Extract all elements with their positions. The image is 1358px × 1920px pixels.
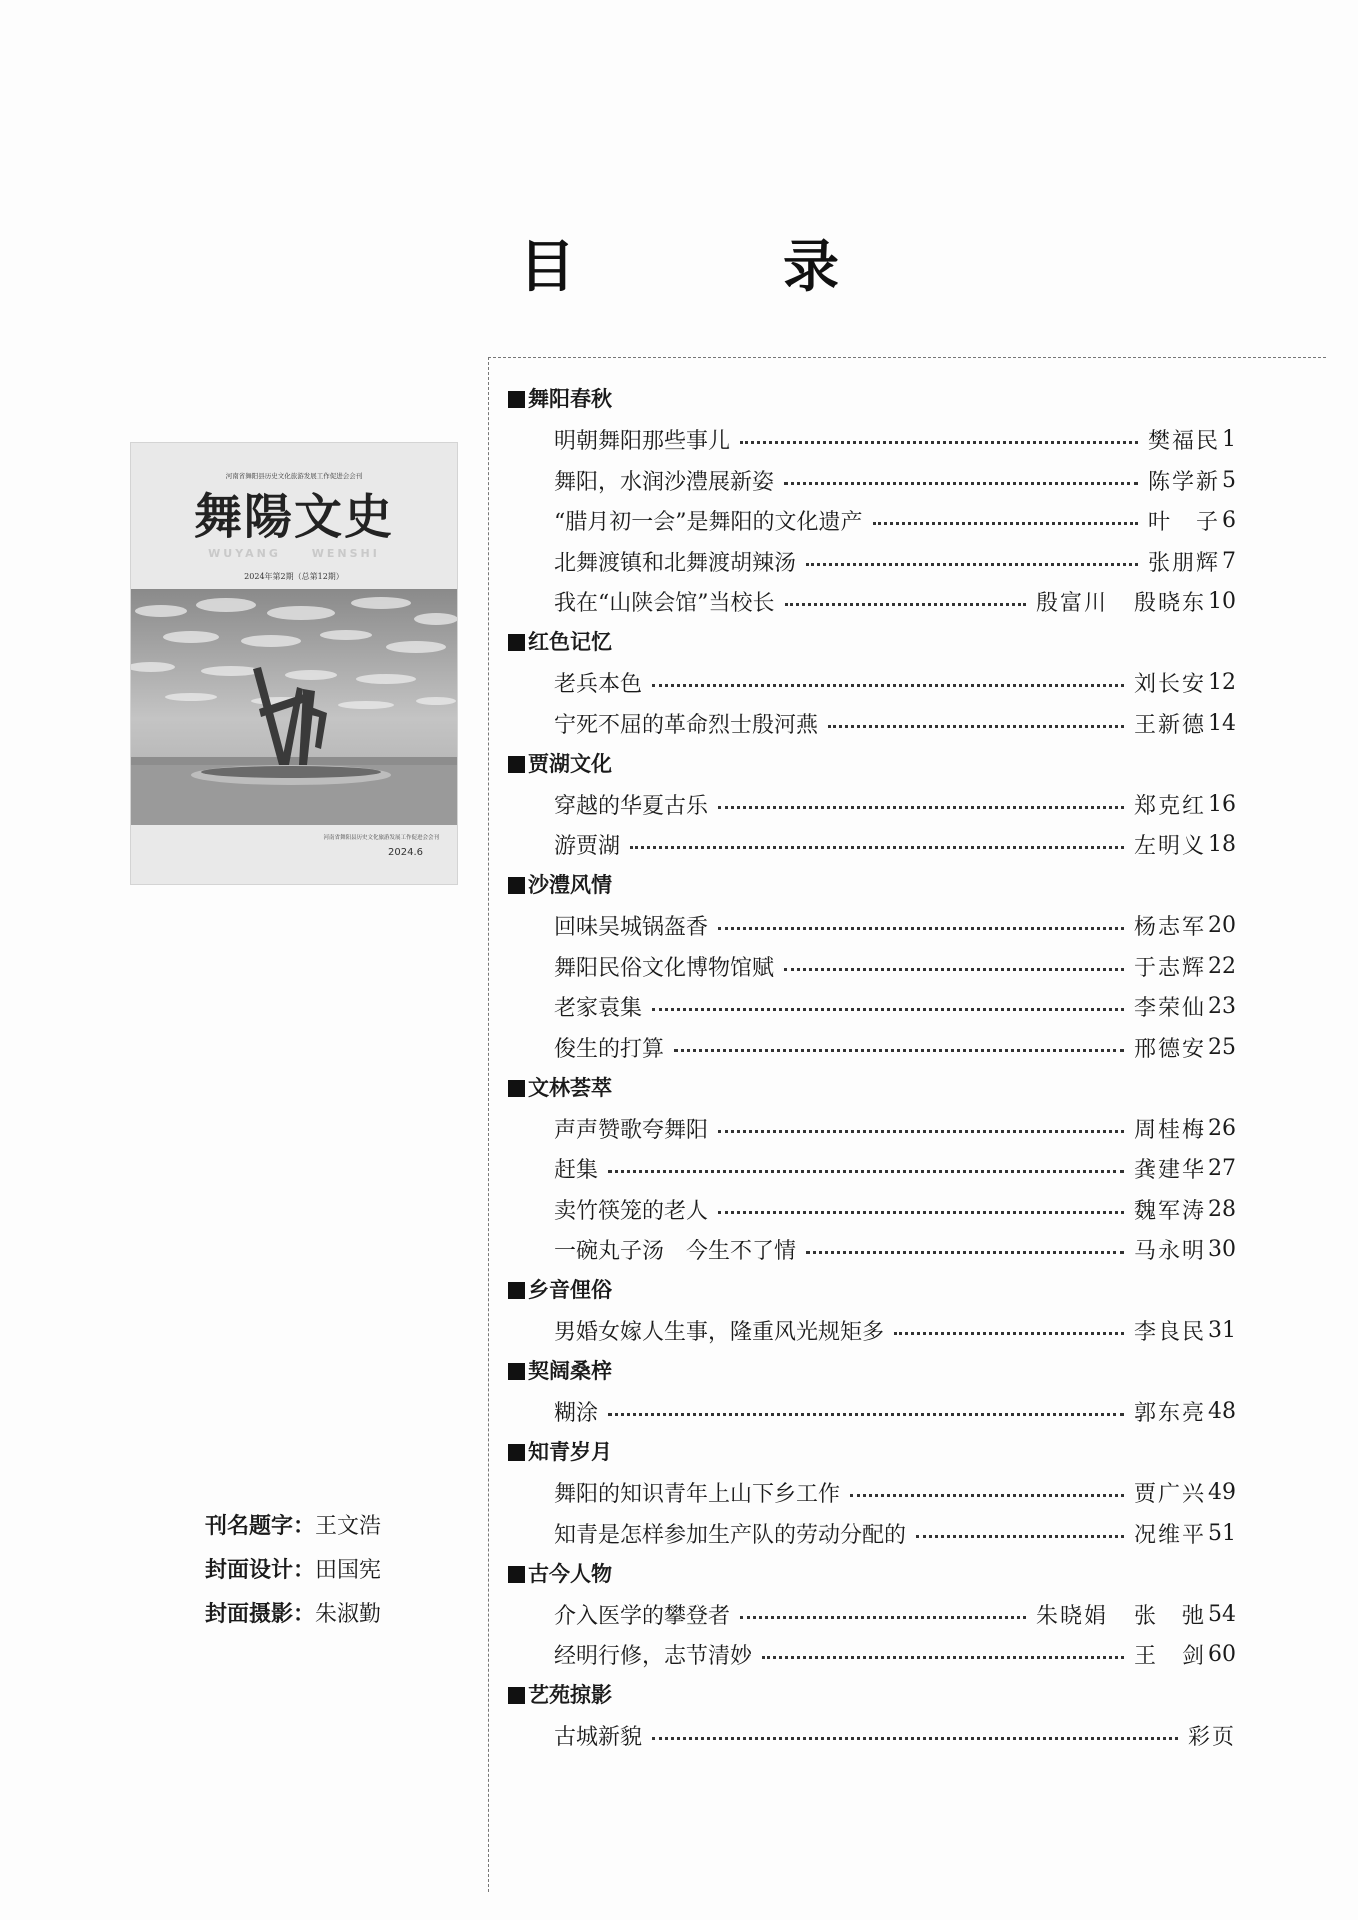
entry-page-number: 12 <box>1208 670 1236 696</box>
section-title: 沙澧风情 <box>528 873 612 897</box>
entry-page-number: 49 <box>1208 1480 1236 1506</box>
credit-value: 田国宪 <box>315 1558 382 1583</box>
toc-section-heading <box>508 622 1236 663</box>
entry-page-number: 31 <box>1208 1318 1236 1344</box>
toc-entry[interactable] <box>508 987 1236 1028</box>
credit-label: 刊名题字： <box>205 1514 316 1539</box>
toc-entry[interactable] <box>508 1189 1236 1230</box>
section-title: 乡音俚俗 <box>528 1278 612 1302</box>
credit-value: 朱淑勤 <box>315 1602 382 1627</box>
toc-entry[interactable] <box>508 1635 1236 1676</box>
square-bullet-icon <box>508 756 525 773</box>
toc-section-heading <box>508 1270 1236 1311</box>
entry-title: 男婚女嫁人生事，隆重风光规矩多 <box>554 1320 885 1346</box>
entry-title: 卖竹筷笼的老人 <box>554 1198 709 1224</box>
toc-entry[interactable] <box>508 825 1236 866</box>
toc-section-heading <box>508 379 1236 420</box>
entry-title: 我在“山陕会馆”当校长 <box>554 591 775 617</box>
dot-leader <box>806 1251 1124 1254</box>
dot-leader <box>740 441 1138 444</box>
entry-author: 杨志军 <box>1133 915 1206 941</box>
dashed-divider-top <box>488 357 1326 358</box>
entry-title: 游贾湖 <box>554 834 621 860</box>
toc-entry[interactable] <box>508 703 1236 744</box>
section-title: 红色记忆 <box>528 630 612 654</box>
section-title: 文林荟萃 <box>528 1075 612 1100</box>
credits <box>205 1505 381 1637</box>
dot-leader <box>630 846 1124 849</box>
square-bullet-icon <box>508 877 525 894</box>
entry-author: 彩页 <box>1187 1725 1236 1751</box>
entry-author: 李良民 <box>1133 1320 1206 1346</box>
entry-title: 老家袁集 <box>554 996 643 1022</box>
entry-page-number: 54 <box>1208 1601 1236 1627</box>
credit-label: 封面摄影： <box>205 1602 316 1627</box>
entry-page-number: 5 <box>1222 467 1236 493</box>
section-title: 舞阳春秋 <box>528 387 612 411</box>
entry-author: 张朋辉 <box>1147 550 1220 576</box>
toc-entry[interactable] <box>508 1311 1236 1352</box>
credit-cover-photo <box>205 1593 381 1637</box>
entry-title: 经明行修，志节清妙 <box>554 1644 753 1670</box>
dot-leader <box>873 522 1138 525</box>
cover-org-line-bottom: 河南省舞阳县历史文化旅游发展工作促进会会刊 <box>323 835 439 841</box>
section-title: 贾湖文化 <box>528 751 612 776</box>
toc-entry[interactable] <box>508 541 1236 582</box>
square-bullet-icon <box>508 1444 525 1461</box>
entry-page-number: 22 <box>1208 953 1236 979</box>
toc-entry[interactable] <box>508 663 1236 704</box>
entry-page-number: 28 <box>1208 1196 1236 1222</box>
toc-section-heading <box>508 865 1236 906</box>
dot-leader <box>608 1413 1124 1416</box>
credit-label: 封面设计： <box>205 1558 316 1583</box>
entry-page-number: 20 <box>1208 913 1236 939</box>
entry-title: 穿越的华夏古乐 <box>554 793 709 819</box>
toc-entry[interactable] <box>508 501 1236 542</box>
entry-author: 刘长安 <box>1133 672 1206 698</box>
credit-title-calligraphy <box>205 1505 381 1549</box>
entry-page-number: 10 <box>1208 589 1236 615</box>
dot-leader <box>828 725 1124 728</box>
toc-entry[interactable] <box>508 1392 1236 1433</box>
dot-leader <box>718 1211 1124 1214</box>
entry-title: “腊月初一会”是舞阳的文化遗产 <box>554 510 863 536</box>
toc-section-heading <box>508 1068 1236 1109</box>
toc-section-heading <box>508 1675 1236 1716</box>
cover-issue-line: 2024年第2期（总第12期） <box>244 572 344 581</box>
dot-leader <box>652 1008 1124 1011</box>
entry-page-number: 6 <box>1222 508 1236 534</box>
dot-leader <box>718 1130 1124 1133</box>
dot-leader <box>740 1616 1026 1619</box>
entry-author: 邢德安 <box>1133 1036 1206 1062</box>
toc-entry[interactable] <box>508 906 1236 947</box>
section-title: 契阔桑梓 <box>528 1359 612 1383</box>
toc-section-heading <box>508 1432 1236 1473</box>
entry-title: 舞阳的知识青年上山下乡工作 <box>554 1482 841 1508</box>
entry-page-number: 30 <box>1208 1237 1236 1263</box>
entry-author: 陈学新 <box>1147 469 1220 495</box>
cover-thumbnail <box>130 442 458 885</box>
entry-author: 龚建华 <box>1133 1158 1206 1184</box>
entry-page-number: 26 <box>1208 1115 1236 1141</box>
cover-org-line: 河南省舞阳县历史文化旅游发展工作促进会会刊 <box>225 472 363 480</box>
entry-author: 况维平 <box>1133 1522 1206 1548</box>
page-title: 目 录 <box>519 235 915 300</box>
entry-page-number: 48 <box>1208 1399 1236 1425</box>
square-bullet-icon <box>508 1282 525 1299</box>
entry-page-number: 1 <box>1222 427 1236 453</box>
entry-title: 回味吴城锅盔香 <box>554 915 709 941</box>
toc-entry[interactable] <box>508 1473 1236 1514</box>
entry-author: 李荣仙 <box>1133 996 1206 1022</box>
entry-page-number: 14 <box>1208 710 1236 736</box>
dot-leader <box>806 563 1138 566</box>
entry-author: 周桂梅 <box>1133 1117 1206 1143</box>
entry-title: 俊生的打算 <box>554 1036 665 1062</box>
entry-page-number: 7 <box>1222 548 1236 574</box>
toc-entry[interactable] <box>508 1108 1236 1149</box>
toc-entry[interactable] <box>508 1513 1236 1554</box>
entry-author: 郑克红 <box>1133 793 1206 819</box>
entry-author: 左明义 <box>1133 834 1206 860</box>
dot-leader <box>718 927 1124 930</box>
entry-title: 舞阳民俗文化博物馆赋 <box>554 955 775 981</box>
toc-entry[interactable] <box>508 460 1236 501</box>
entry-page-number: 25 <box>1208 1034 1236 1060</box>
toc-section-heading <box>508 1351 1236 1392</box>
entry-author: 叶 子 <box>1147 510 1220 536</box>
entry-page-number: 60 <box>1208 1642 1236 1668</box>
entry-author: 郭东亮 <box>1133 1401 1206 1427</box>
toc-entry[interactable] <box>508 1027 1236 1068</box>
entry-title: 古城新貌 <box>554 1725 643 1751</box>
toc-entry[interactable] <box>508 1594 1236 1635</box>
square-bullet-icon <box>508 1080 525 1097</box>
toc-entry[interactable] <box>508 420 1236 461</box>
toc-entry[interactable] <box>508 784 1236 825</box>
section-title: 古今人物 <box>528 1561 612 1586</box>
entry-title: 舞阳，水润沙澧展新姿 <box>554 469 775 495</box>
cover-title: 舞陽文史 <box>193 489 394 545</box>
dot-leader <box>785 603 1026 606</box>
table-of-contents <box>508 379 1236 1756</box>
entry-page-number: 16 <box>1208 791 1236 817</box>
cover-pinyin: WUYANG WENSHI <box>208 547 380 560</box>
toc-entry[interactable] <box>508 1149 1236 1190</box>
section-title: 知青岁月 <box>528 1440 612 1464</box>
entry-title: 介入医学的攀登者 <box>554 1603 731 1629</box>
square-bullet-icon <box>508 1566 525 1583</box>
square-bullet-icon <box>508 1363 525 1380</box>
toc-section-heading <box>508 1554 1236 1595</box>
entry-title: 知青是怎样参加生产队的劳动分配的 <box>554 1522 907 1548</box>
dot-leader <box>652 684 1124 687</box>
entry-title: 赶集 <box>554 1158 599 1184</box>
cover-date: 2024.6 <box>388 847 423 858</box>
entry-page-number: 51 <box>1208 1520 1236 1546</box>
dot-leader <box>916 1535 1124 1538</box>
toc-entry[interactable] <box>508 582 1236 623</box>
dot-leader <box>608 1170 1124 1173</box>
square-bullet-icon <box>508 634 525 651</box>
entry-author: 贾广兴 <box>1133 1482 1206 1508</box>
entry-author: 王 剑 <box>1133 1644 1206 1670</box>
entry-coauthor: 朱晓娟 <box>1035 1603 1108 1629</box>
dashed-divider-left <box>488 357 489 1892</box>
square-bullet-icon <box>508 391 525 408</box>
entry-author: 张 弛 <box>1133 1603 1206 1629</box>
section-title: 艺苑掠影 <box>528 1683 612 1707</box>
credit-value: 王文浩 <box>315 1514 382 1539</box>
dot-leader <box>894 1332 1124 1335</box>
cover-photo <box>131 589 457 825</box>
dot-leader <box>850 1494 1124 1497</box>
entry-author: 樊福民 <box>1147 429 1220 455</box>
toc-entry[interactable] <box>508 1230 1236 1271</box>
entry-author: 马永明 <box>1133 1239 1206 1265</box>
entry-title: 声声赞歌夸舞阳 <box>554 1117 709 1143</box>
dot-leader <box>652 1737 1178 1740</box>
dot-leader <box>762 1656 1124 1659</box>
entry-title: 一碗丸子汤 今生不了情 <box>554 1239 797 1265</box>
entry-page-number: 23 <box>1208 994 1236 1020</box>
entry-title: 北舞渡镇和北舞渡胡辣汤 <box>554 550 797 576</box>
entry-author: 殷晓东 <box>1133 591 1206 617</box>
entry-title: 明朝舞阳那些事儿 <box>554 429 731 455</box>
entry-title: 糊涂 <box>554 1401 599 1427</box>
entry-author: 王新德 <box>1133 712 1206 738</box>
entry-author: 于志辉 <box>1133 955 1206 981</box>
toc-entry[interactable] <box>508 1716 1236 1757</box>
dot-leader <box>784 482 1138 485</box>
dot-leader <box>784 968 1124 971</box>
credit-cover-design <box>205 1549 381 1593</box>
entry-author: 魏军涛 <box>1133 1198 1206 1224</box>
entry-page-number: 18 <box>1208 832 1236 858</box>
dot-leader <box>674 1049 1124 1052</box>
entry-title: 宁死不屈的革命烈士殷河燕 <box>554 712 819 738</box>
entry-title: 老兵本色 <box>554 672 643 698</box>
toc-entry[interactable] <box>508 946 1236 987</box>
toc-section-heading <box>508 744 1236 785</box>
entry-page-number: 27 <box>1208 1156 1236 1182</box>
square-bullet-icon <box>508 1687 525 1704</box>
entry-coauthor: 殷富川 <box>1035 591 1108 617</box>
dot-leader <box>718 806 1124 809</box>
